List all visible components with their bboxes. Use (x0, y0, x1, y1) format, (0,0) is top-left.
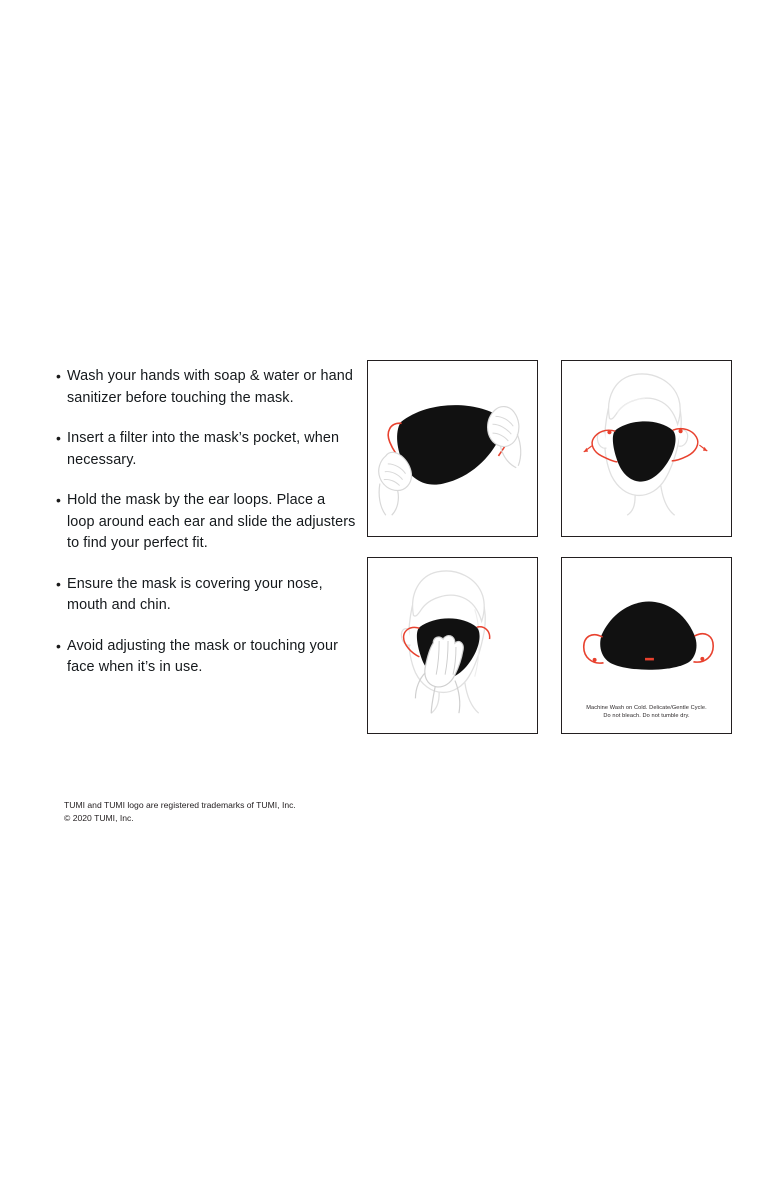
instruction-text: Hold the mask by the ear loops. Place a loop around each ear and slide the adjusters to find your perfect fit. (67, 492, 356, 551)
hands-holding-mask-illustration (368, 361, 537, 536)
list-item (56, 428, 356, 471)
instructions-list (56, 366, 356, 698)
copyright-notice: © 2020 TUMI, Inc. (64, 812, 134, 823)
instruction-text: Ensure the mask is covering your nose, mouth and chin. (67, 575, 323, 613)
care-instructions-text (562, 704, 731, 720)
instruction-text: Wash your hands with soap & water or hand sanitizer before touching the mask. (67, 368, 353, 406)
face-with-ear-loops-illustration (562, 361, 731, 536)
care-line-1: Machine Wash on Cold. Delicate/Gentle Cycle. (586, 705, 707, 711)
care-line-2: Do not bleach. Do not tumble dry. (603, 713, 690, 719)
list-item (56, 366, 356, 409)
bullet-icon: • (56, 492, 61, 508)
list-item (56, 636, 356, 679)
hand-adjusting-mask-illustration (368, 558, 537, 733)
panel-hands-holding-mask (367, 360, 538, 537)
panel-adjusting-mask-on-face (367, 557, 538, 734)
list-item (56, 574, 356, 617)
panel-mask-on-face-ear-loops (561, 360, 732, 537)
trademark-notice: TUMI and TUMI logo are registered trademarks of TUMI, Inc. (64, 800, 296, 810)
bullet-icon: • (56, 368, 61, 384)
bullet-icon: • (56, 430, 61, 446)
bullet-icon: • (56, 575, 61, 592)
illustration-grid (367, 360, 727, 734)
instruction-text: Avoid adjusting the mask or touching your face when it’s in use. (67, 637, 339, 675)
bullet-icon: • (56, 637, 61, 654)
list-item (56, 490, 356, 555)
instruction-text: Insert a filter into the mask’s pocket, when necessary. (67, 430, 340, 468)
footer (64, 799, 484, 824)
panel-care-instructions (561, 557, 732, 734)
